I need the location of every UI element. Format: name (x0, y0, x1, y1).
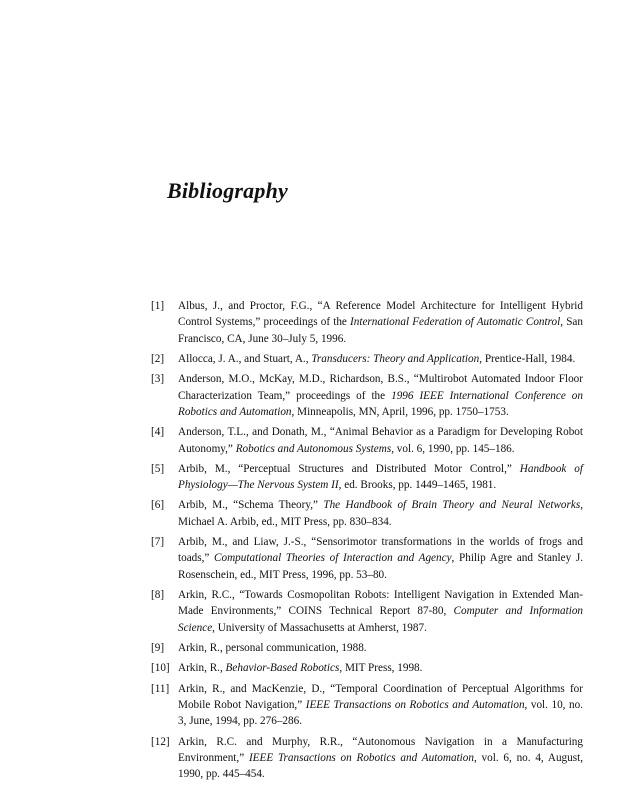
bib-text: Arbib, M., “Schema Theory,” (178, 499, 324, 512)
bib-entry (151, 734, 583, 783)
bib-italic-title: International Federation of Automatic Control (350, 316, 561, 329)
bib-text-tail: , ed. Brooks, pp. 1449–1465, 1981. (338, 479, 497, 492)
bib-italic-title: 1996 IEEE International Conference on Robotics and Automation (178, 389, 583, 419)
bib-entry (151, 681, 583, 730)
bib-number: [1] (151, 300, 165, 312)
bib-text-tail: , vol. 10, no. 3, June, 1994, pp. 276–286. (178, 698, 583, 728)
bib-text: Arkin, R., personal communication, 1988. (178, 642, 367, 655)
bib-italic-title: Handbook of Physiology—The Nervous System II (178, 462, 583, 492)
bib-number: [7] (151, 536, 165, 549)
bib-text: Arkin, R.C., “Towards Cosmopolitan Robots: Intelligent Navigation in Extended Man-Made Environments,” COINS Technical Report 87-80, (178, 589, 583, 618)
bib-text: Arkin, R., and MacKenzie, D., “Temporal Coordination of Perceptual Algorithms for Mobile Robot Navigation,” (178, 682, 583, 711)
bib-number: [9] (151, 642, 165, 655)
bib-entry (151, 660, 583, 676)
bib-text: Albus, J., and Proctor, F.G., “A Reference Model Architecture for Intelligent Hybrid Control Systems,” proceedings of the (178, 300, 583, 329)
bib-text: Arbib, M., and Liaw, J.-S., “Sensorimotor transformations in the worlds of frogs and toads,” (178, 536, 583, 565)
bib-italic-title: Robotics and Autonomous Systems (235, 442, 392, 455)
bib-entry (151, 534, 583, 583)
bib-entry (151, 371, 583, 420)
bib-number: [4] (151, 426, 165, 439)
bib-text-tail: , Michael A. Arbib, ed., MIT Press, pp. 830–834. (178, 499, 583, 528)
bib-text: Anderson, M.O., McKay, M.D., Richardson, B.S., “Multirobot Automated Indoor Floor Characterization Team,” proceedings of the (178, 373, 583, 402)
bib-text-tail: , University of Massachusetts at Amherst, 1987. (212, 621, 427, 634)
bib-italic-title: Behavior-Based Robotics (225, 662, 340, 675)
bib-entry (151, 497, 583, 530)
bib-number: [12] (151, 735, 170, 748)
bib-entry (151, 640, 583, 656)
bib-entry (151, 461, 583, 494)
bib-italic-title: Computational Theories of Interaction and Agency (214, 552, 452, 565)
bib-italic-title: The Handbook of Brain Theory and Neural Networks (323, 499, 581, 512)
bib-text-tail: , MIT Press, 1998. (339, 662, 423, 675)
bib-italic-title: Transducers: Theory and Application (311, 353, 480, 366)
bib-text-tail: , San Francisco, CA, June 30–July 5, 1996. (178, 316, 583, 345)
bib-text-tail: , vol. 6, no. 4, August, 1990, pp. 445–454. (178, 751, 583, 781)
bib-number: [3] (151, 373, 165, 386)
bib-text-tail: , Philip Agre and Stanley J. Rosenschein, ed., MIT Press, 1996, pp. 53–80. (178, 552, 583, 581)
bib-text-tail: , vol. 6, 1990, pp. 145–186. (391, 442, 515, 455)
bib-text: Anderson, T.L., and Donath, M., “Animal Behavior as a Paradigm for Developing Robot Autonomy,” (178, 426, 583, 455)
bib-number: [2] (151, 353, 165, 366)
bib-italic-title: Computer and Information Science (178, 605, 584, 634)
page-title: Bibliography (167, 178, 288, 203)
bib-number: [5] (151, 462, 165, 475)
bib-text-tail: , Minneapolis, MN, April, 1996, pp. 1750–1753. (291, 406, 509, 419)
bib-number: [10] (151, 662, 170, 675)
bib-number: [11] (151, 682, 170, 695)
bibliography-list (151, 298, 583, 787)
bib-italic-title: IEEE Transactions on Robotics and Automation (305, 698, 525, 711)
bib-number: [8] (151, 589, 165, 602)
bib-italic-title: IEEE Transactions on Robotics and Automation (248, 751, 474, 764)
bib-text: Arkin, R.C. and Murphy, R.R., “Autonomous Navigation in a Manufacturing Environment,” (178, 735, 583, 764)
bib-entry (151, 587, 583, 636)
bib-text: Allocca, J. A., and Stuart, A., (178, 353, 312, 366)
bib-text: Arbib, M., “Perceptual Structures and Distributed Motor Control,” (178, 462, 520, 475)
bib-number: [6] (151, 499, 165, 512)
bib-entry (151, 424, 583, 457)
bib-entry (151, 298, 583, 347)
bib-text-tail: , Prentice-Hall, 1984. (479, 353, 576, 366)
bib-text: Arkin, R., (178, 662, 226, 675)
bib-entry (151, 351, 583, 367)
